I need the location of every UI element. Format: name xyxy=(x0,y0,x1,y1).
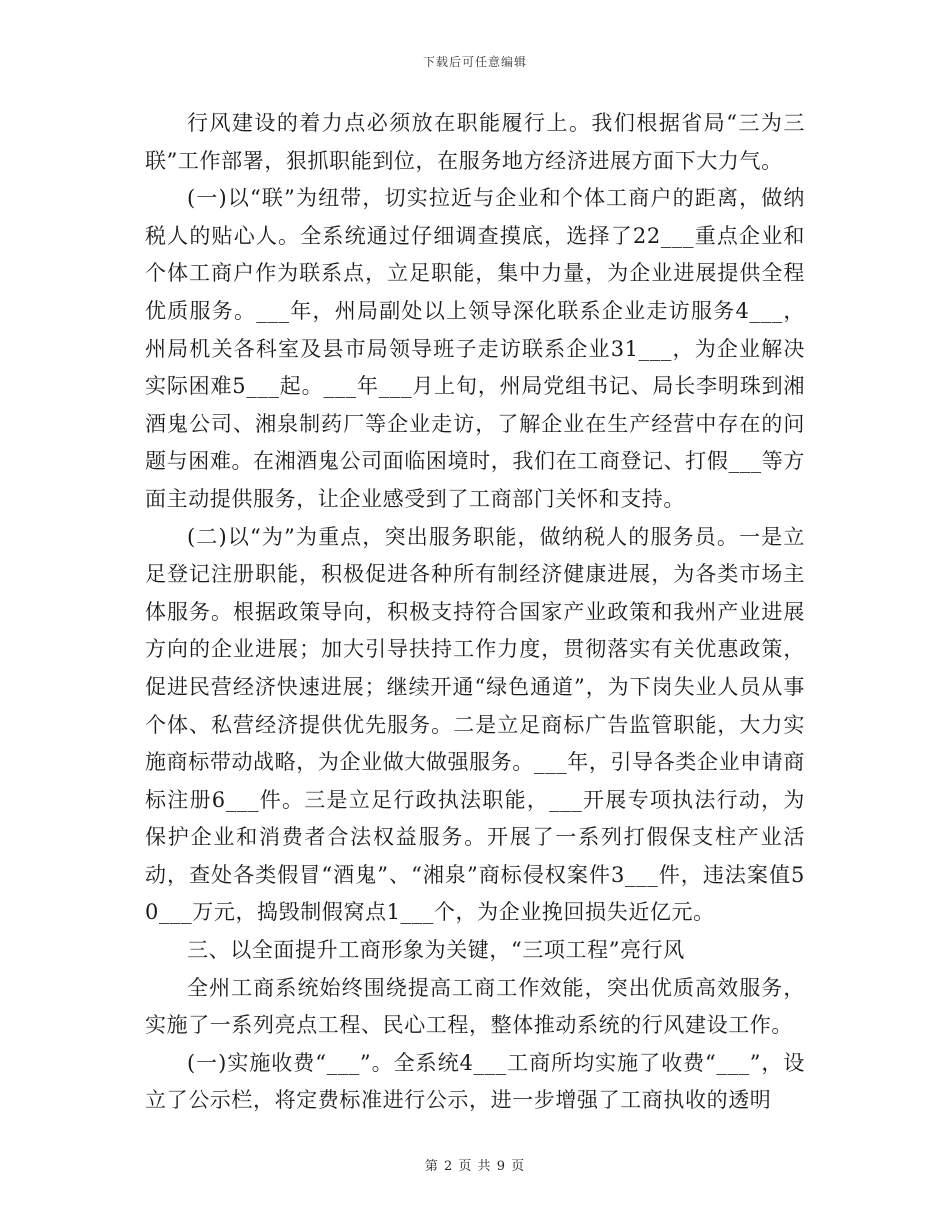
document-body xyxy=(145,105,805,1120)
paragraph: (二)以“为”为重点，突出服务职能，做纳税人的服务员。一是立足登记注册职能，积极促进各种所有制经济健康进展，为各类市场主体服务。根据政策导向，积极支持符合国家产业政策和我州产业进展方向的企业进展；加大引导扶持工作力度，贯彻落实有关优惠政策，促进民营经济快速进展；继续开通“绿色通道”，为下岗失业人员从事个体、私营经济提供优先服务。二是立足商标广告监管职能，大力实施商标带动战略，为企业做大做强服务。___年，引导各类企业申请商标注册6___件。三是立足行政执法职能，___开展专项执法行动，为保护企业和消费者合法权益服务。开展了一系列打假保支柱产业活动，查处各类假冒“酒鬼”、“湘泉”商标侵权案件3___件，违法案值50___万元，捣毁制假窝点1___个，为企业挽回损失近亿元。 xyxy=(145,524,805,925)
page-header: 下载后可任意编辑 xyxy=(422,55,527,69)
paragraph: 行风建设的着力点必须放在职能履行上。我们根据省局“三为三联”工作部署，狠抓职能到位，在服务地方经济进展方面下大力气。 xyxy=(145,111,805,173)
paragraph: (一)以“联”为纽带，切实拉近与企业和个体工商户的距离，做纳税人的贴心人。全系统通过仔细调查摸底，选择了22___重点企业和个体工商户作为联系点，立足职能，集中力量，为企业进展提供全程优质服务。___年，州局副处以上领导深化联系企业走访服务4___，州局机关各科室及县市局领导班子走访联系企业31___，为企业解决实际困难5___起。___年___月上旬，州局党组书记、局长李明珠到湘酒鬼公司、湘泉制药厂等企业走访，了解企业在生产经营中存在的问题与困难。在湘酒鬼公司面临困境时，我们在工商登记、打假___等方面主动提供服务，让企业感受到了工商部门关怀和支持。 xyxy=(145,186,805,511)
section-heading: 三、以全面提升工商形象为关键，“三项工程”亮行风 xyxy=(187,938,685,963)
page-number: 第 2 页 共 9 页 xyxy=(424,1159,526,1174)
paragraph: (一)实施收费“___”。全系统4___工商所均实施了收费“___”，设立了公示栏，将定费标准进行公示，进一步增强了工商执收的透明 xyxy=(145,1050,805,1113)
paragraph: 全州工商系统始终围绕提高工商工作效能，突出优质高效服务，实施了一系列亮点工程、民心工程，整体推动系统的行风建设工作。 xyxy=(145,975,805,1038)
